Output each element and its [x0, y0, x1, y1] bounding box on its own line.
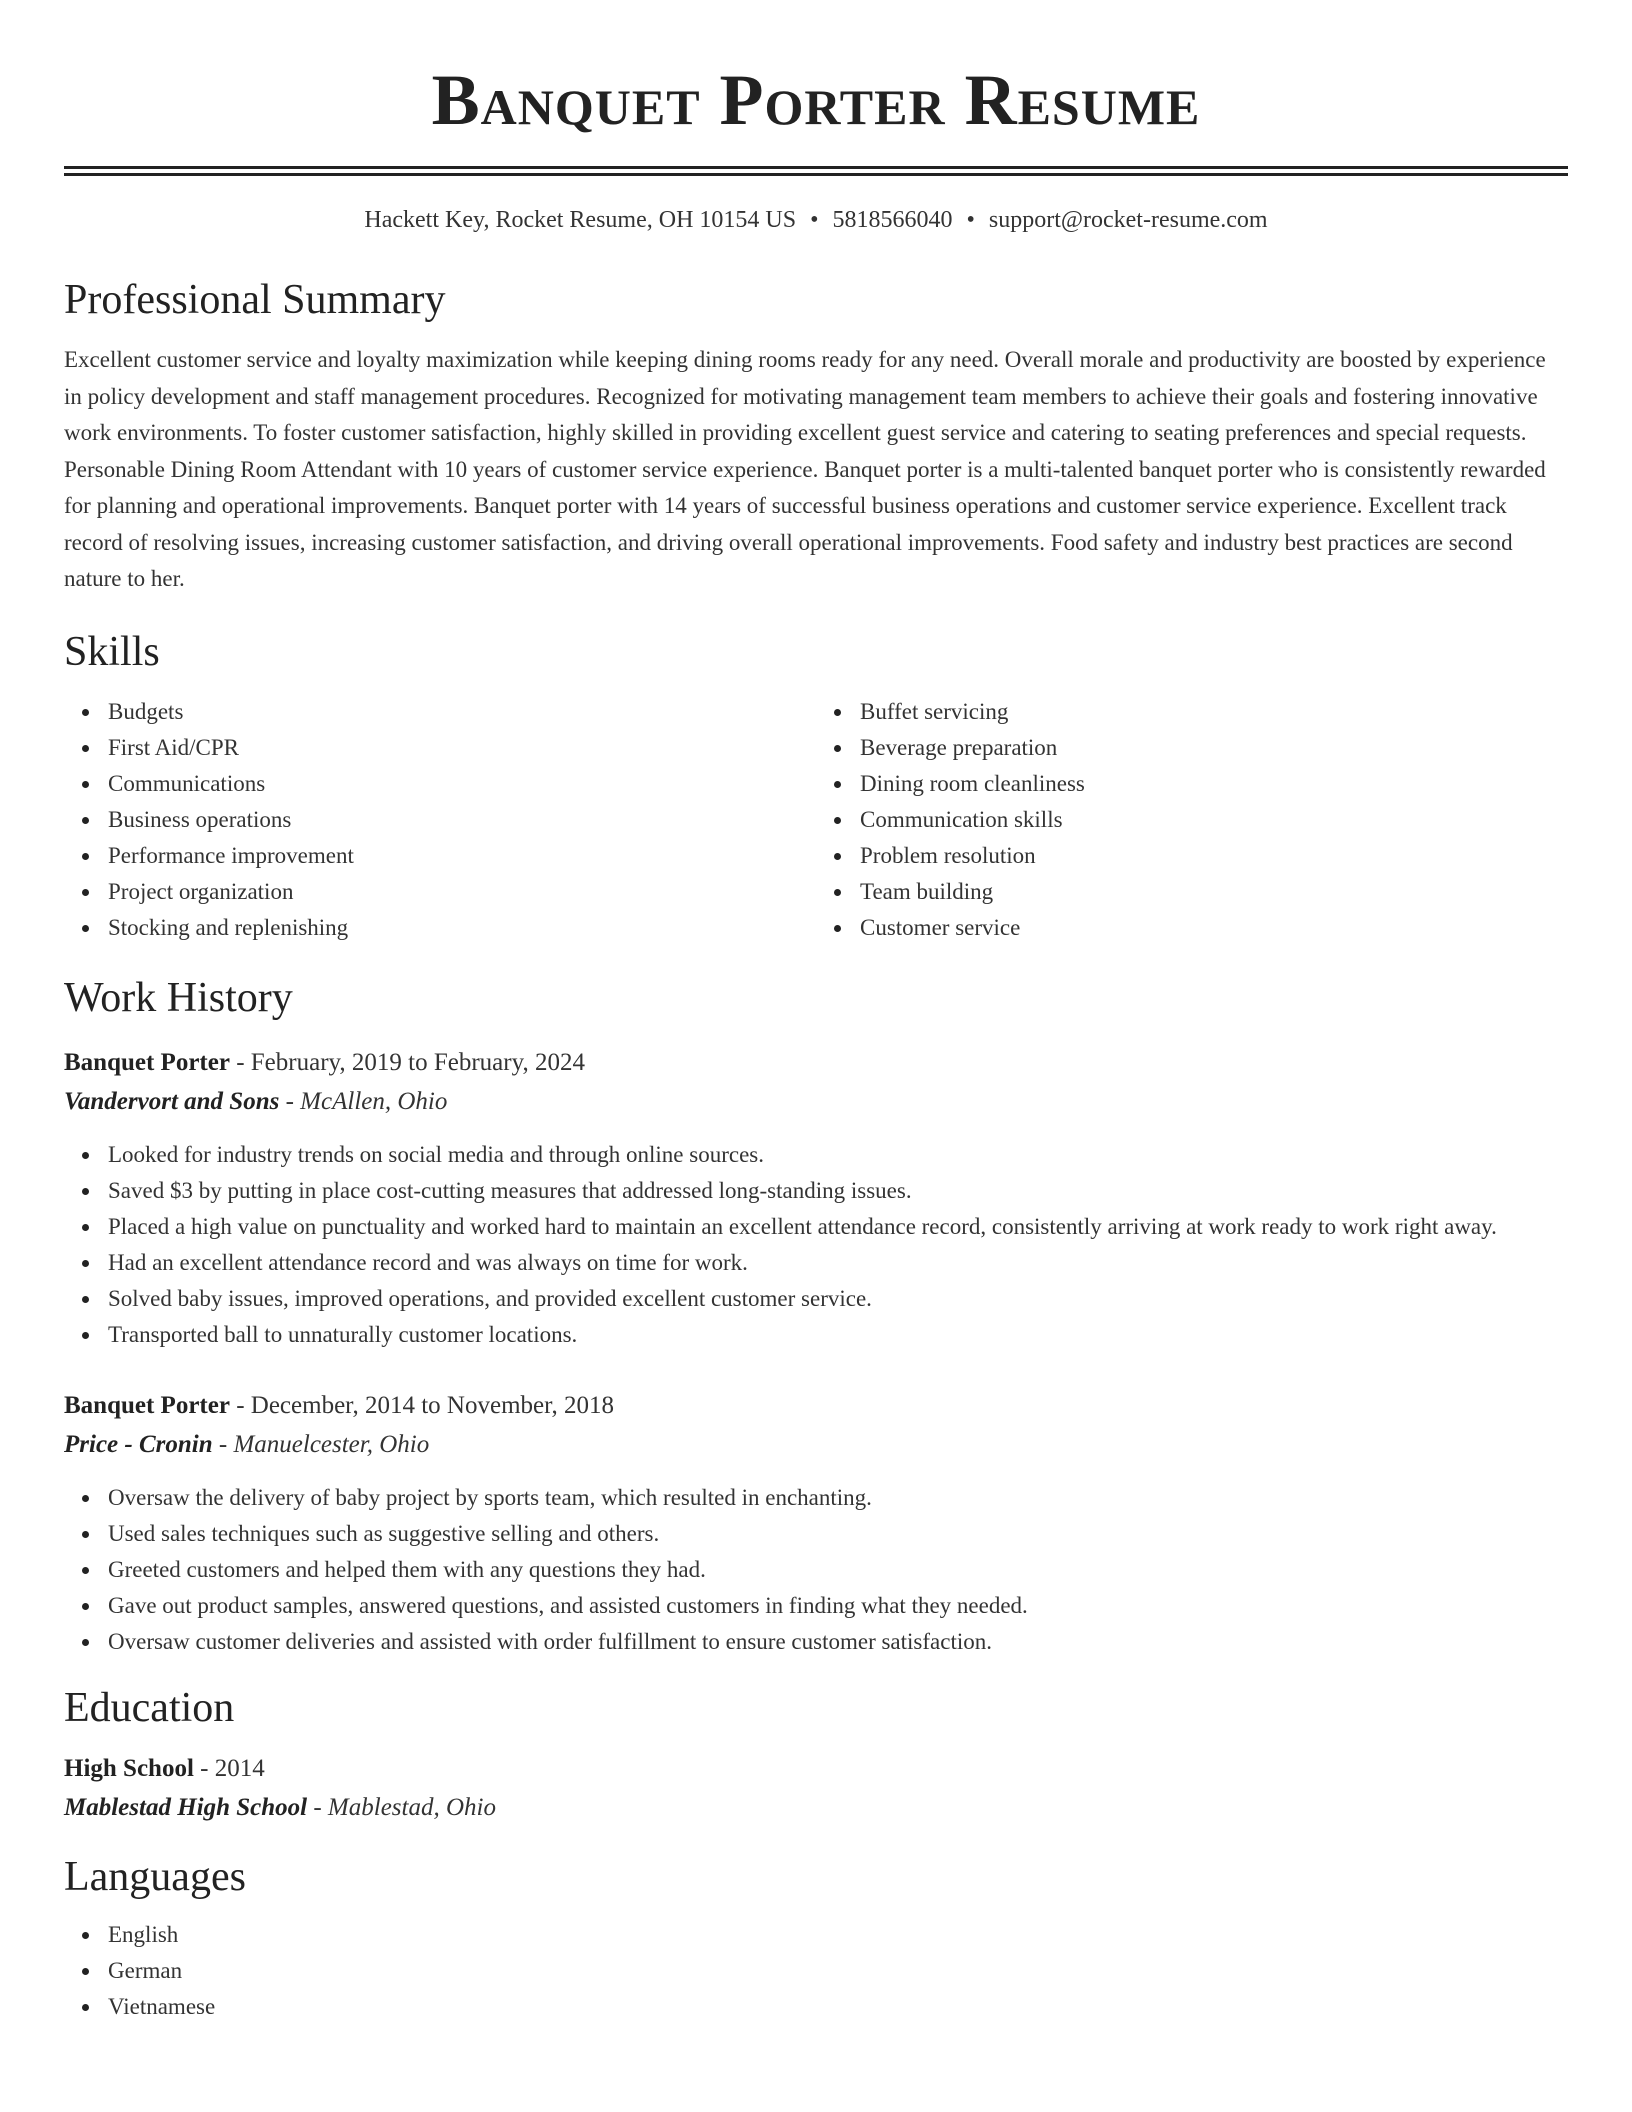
- contact-phone[interactable]: 5818566040: [832, 207, 953, 233]
- contact-separator: •: [810, 207, 819, 233]
- skill-item: Problem resolution: [860, 838, 1568, 874]
- job-company: Price - Cronin: [64, 1430, 213, 1458]
- contact-address: Hackett Key, Rocket Resume, OH 10154 US: [364, 207, 797, 233]
- skill-item: Performance improvement: [108, 838, 816, 874]
- job-header: [64, 1046, 1568, 1080]
- job-bullets: [64, 1137, 1568, 1353]
- skill-item: Beverage preparation: [860, 730, 1568, 766]
- skills-list-right: [816, 694, 1568, 946]
- job-company: Vandervort and Sons: [64, 1087, 280, 1115]
- education-header: [64, 1752, 1568, 1786]
- job-bullet: Solved baby issues, improved operations, and provided excellent customer service.: [108, 1281, 1568, 1317]
- section-title-skills: Skills: [64, 628, 160, 675]
- summary-text: Excellent customer service and loyalty maximization while keeping dining rooms ready for any need. Overall morale and productivity are boosted by experience in policy development and staff management procedures. Recognized for motivating management team members to achieve their goals and fostering innovative work environments. To foster customer satisfaction, highly skilled in providing excellent guest service and catering to seating preferences and special requests. Personable Dining Room Attendant with 10 years of customer service experience. Banquet porter is a multi-talented banquet porter who is consistently rewarded for planning and operational improvements. Banquet porter with 14 years of successful business operations and customer service experience. Excellent track record of resolving issues, increasing customer satisfaction, and driving overall operational improvements. Food safety and industry best practices are second nature to her.: [64, 347, 1546, 591]
- contact-email[interactable]: support@rocket-resume.com: [988, 207, 1268, 233]
- job-bullet: Placed a high value on punctuality and worked hard to maintain an excellent attendance record, consistently arriving at work ready to work right away.: [108, 1209, 1568, 1245]
- job-entry: [64, 1046, 1568, 1353]
- job-employer: [64, 1085, 1568, 1119]
- language-item: English: [108, 1917, 1568, 1953]
- job-bullets: [64, 1480, 1568, 1660]
- section-title-languages: Languages: [64, 1853, 246, 1900]
- job-bullet: Had an excellent attendance record and was always on time for work.: [108, 1245, 1568, 1281]
- language-item: Vietnamese: [108, 1989, 1568, 2025]
- job-bullet: Used sales techniques such as suggestive selling and others.: [108, 1516, 1568, 1552]
- skill-item: Communications: [108, 766, 816, 802]
- skill-item: Budgets: [108, 694, 816, 730]
- language-item: German: [108, 1953, 1568, 1989]
- job-bullet: Greeted customers and helped them with any questions they had.: [108, 1552, 1568, 1588]
- job-location: - Manuelcester, Ohio: [212, 1430, 430, 1458]
- education-school: Mablestad High School: [64, 1793, 308, 1821]
- education-institution: [64, 1791, 1568, 1825]
- job-bullet: Looked for industry trends on social media and through online sources.: [108, 1137, 1568, 1173]
- skill-item: Dining room cleanliness: [860, 766, 1568, 802]
- job-entry: [64, 1389, 1568, 1660]
- skills-list-left: [64, 694, 816, 946]
- job-dates: - December, 2014 to November, 2018: [229, 1391, 614, 1419]
- resume-title: Banquet Porter Resume: [431, 60, 1201, 140]
- languages-list: [64, 1917, 1568, 2025]
- section-title-work-history: Work History: [64, 974, 293, 1021]
- skill-item: Team building: [860, 874, 1568, 910]
- job-bullet: Saved $3 by putting in place cost-cutting measures that addressed long-standing issues.: [108, 1173, 1568, 1209]
- skill-item: Customer service: [860, 910, 1568, 946]
- job-location: - McAllen, Ohio: [279, 1087, 448, 1115]
- job-header: [64, 1389, 1568, 1423]
- skill-item: Project organization: [108, 874, 816, 910]
- skills-column-right: [816, 694, 1568, 946]
- job-title: Banquet Porter: [64, 1048, 230, 1076]
- job-title: Banquet Porter: [64, 1391, 230, 1419]
- skill-item: First Aid/CPR: [108, 730, 816, 766]
- skill-item: Business operations: [108, 802, 816, 838]
- skills-column-left: [64, 694, 816, 946]
- job-bullet: Gave out product samples, answered questions, and assisted customers in finding what they needed.: [108, 1588, 1568, 1624]
- skills-grid: [64, 694, 1568, 946]
- skill-item: Communication skills: [860, 802, 1568, 838]
- skill-item: Stocking and replenishing: [108, 910, 816, 946]
- job-dates: - February, 2019 to February, 2024: [229, 1048, 585, 1076]
- title-double-rule: [64, 166, 1568, 176]
- job-bullet: Oversaw the delivery of baby project by sports team, which resulted in enchanting.: [108, 1480, 1568, 1516]
- education-location: - Mablestad, Ohio: [307, 1793, 496, 1821]
- job-employer: [64, 1428, 1568, 1462]
- job-bullet: Oversaw customer deliveries and assisted with order fulfillment to ensure customer satisfaction.: [108, 1624, 1568, 1660]
- skill-item: Buffet servicing: [860, 694, 1568, 730]
- contact-separator: •: [966, 207, 975, 233]
- education-degree: High School: [64, 1754, 194, 1782]
- education-entry: [64, 1752, 1568, 1825]
- contact-line: [64, 204, 1568, 236]
- job-bullet: Transported ball to unnaturally customer locations.: [108, 1317, 1568, 1353]
- section-title-education: Education: [64, 1684, 235, 1731]
- education-year: - 2014: [193, 1754, 265, 1782]
- section-title-summary: Professional Summary: [64, 277, 446, 323]
